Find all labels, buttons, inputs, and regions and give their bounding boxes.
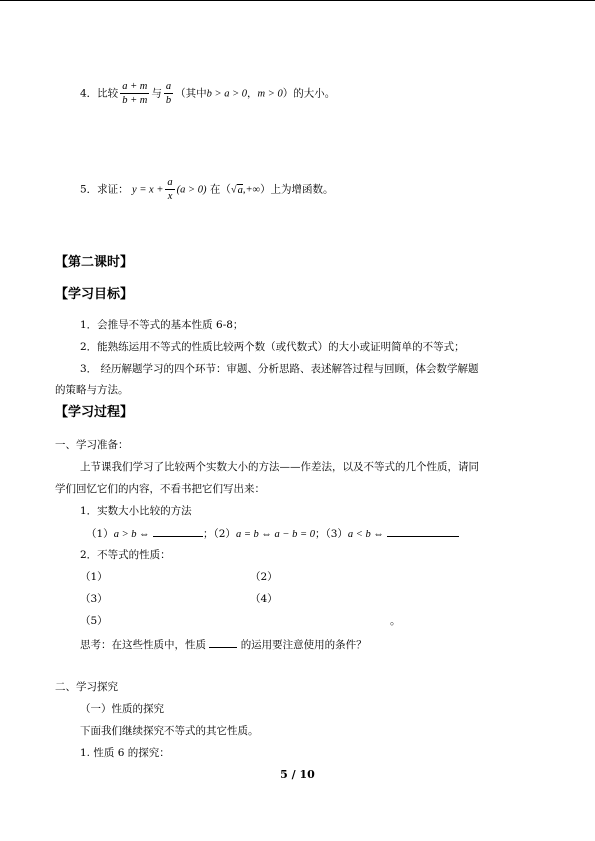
goal-3: 3． 经历解题学习的四个环节：审题、分析思路、表述解答过程与回顾，体会数学解题: [80, 363, 479, 375]
prep-intro-2: 学们回忆它们的内容，不看书把它们写出来：: [55, 483, 265, 495]
method-1-blank[interactable]: [153, 526, 203, 537]
sqrt-a: a: [237, 184, 243, 196]
fraction-numerator: a: [167, 177, 173, 188]
prep-intro-1: 上节课我们学习了比较两个实数大小的方法——作差法，以及不等式的几个性质，请同: [80, 461, 479, 473]
method-1-label: （1）: [86, 528, 114, 540]
condition-b-a: b > a > 0: [206, 88, 248, 100]
property-end-mark: 。: [390, 615, 401, 627]
property-3: （3）: [80, 593, 108, 605]
page-number: 5 / 10: [280, 768, 315, 781]
condition-m: m > 0: [257, 88, 283, 100]
interval: √a,+∞: [230, 184, 261, 196]
fraction-numerator: a + m: [122, 81, 148, 92]
think-prefix: 思考：在这些性质中，性质: [80, 639, 206, 651]
think-blank[interactable]: [209, 637, 237, 648]
header-rule: [0, 0, 595, 1]
goal-2: 2．能熟练运用不等式的性质比较两个数（或代数式）的大小或证明简单的不等式；: [80, 341, 465, 353]
explore-line-2: 1. 性质 6 的探究：: [80, 747, 170, 759]
method-sep-2: ；（3）: [314, 528, 348, 540]
problem-5: [80, 176, 334, 203]
problem-4-suffix: ）的大小。: [282, 87, 336, 100]
problem-4-mid: 与: [151, 87, 162, 100]
problem-5-mid: 在（: [209, 183, 231, 196]
property-2: （2）: [250, 571, 278, 583]
method-3-math: a < b ⇔: [347, 529, 384, 540]
property-5: （5）: [80, 615, 108, 627]
fraction-numerator: a: [165, 81, 172, 92]
fraction-denominator: b + m: [122, 95, 148, 106]
condition-sep: ，: [247, 87, 258, 100]
heading-process: 【学习过程】: [55, 405, 134, 420]
goal-1: 1．会推导不等式的基本性质 6-8；: [80, 319, 244, 331]
problem-4: [80, 80, 335, 107]
method-2-math: a = b ⇔ a − b = 0: [235, 529, 315, 540]
condition-open: （其中: [175, 87, 207, 100]
problem-5-suffix: ）上为增函数。: [260, 183, 334, 196]
method-1-math: a > b ⇔: [113, 529, 150, 540]
prep-item-2: 2．不等式的性质：: [80, 549, 171, 561]
prep-item-1: 1．实数大小比较的方法: [80, 505, 192, 517]
goal-3-cont: 的策略与方法。: [55, 384, 129, 396]
explore-title: 二、学习探究: [55, 681, 118, 693]
think-question: [80, 637, 367, 652]
fraction-a-over-b: [164, 80, 173, 107]
method-sep-1: ；（2）: [203, 528, 236, 540]
heading-goals: 【学习目标】: [55, 287, 134, 302]
think-suffix: 的运用要注意使用的条件？: [240, 639, 367, 651]
expr-left: y = x +: [132, 184, 164, 196]
explore-sub-1: （一）性质的探究: [80, 703, 164, 715]
prep-title: 一、学习准备：: [55, 439, 129, 451]
fraction-denominator: x: [167, 191, 173, 202]
heading-second-lesson: 【第二课时】: [55, 255, 134, 270]
fraction-denominator: b: [165, 95, 172, 106]
problem-4-prefix: 4．比较: [80, 87, 119, 100]
interval-rest: ,+∞: [242, 184, 261, 196]
problem-5-prefix: 5．求证：: [80, 183, 129, 196]
explore-line-1: 下面我们继续探究不等式的其它性质。: [80, 725, 259, 737]
fraction-a-over-x: [165, 176, 174, 203]
expr-right: (a > 0): [176, 184, 207, 196]
compare-methods: [86, 526, 459, 542]
fraction-a-m-over-b-m: [120, 80, 149, 107]
method-3-blank[interactable]: [387, 526, 459, 537]
property-1: （1）: [80, 571, 108, 583]
property-4: （4）: [250, 593, 278, 605]
